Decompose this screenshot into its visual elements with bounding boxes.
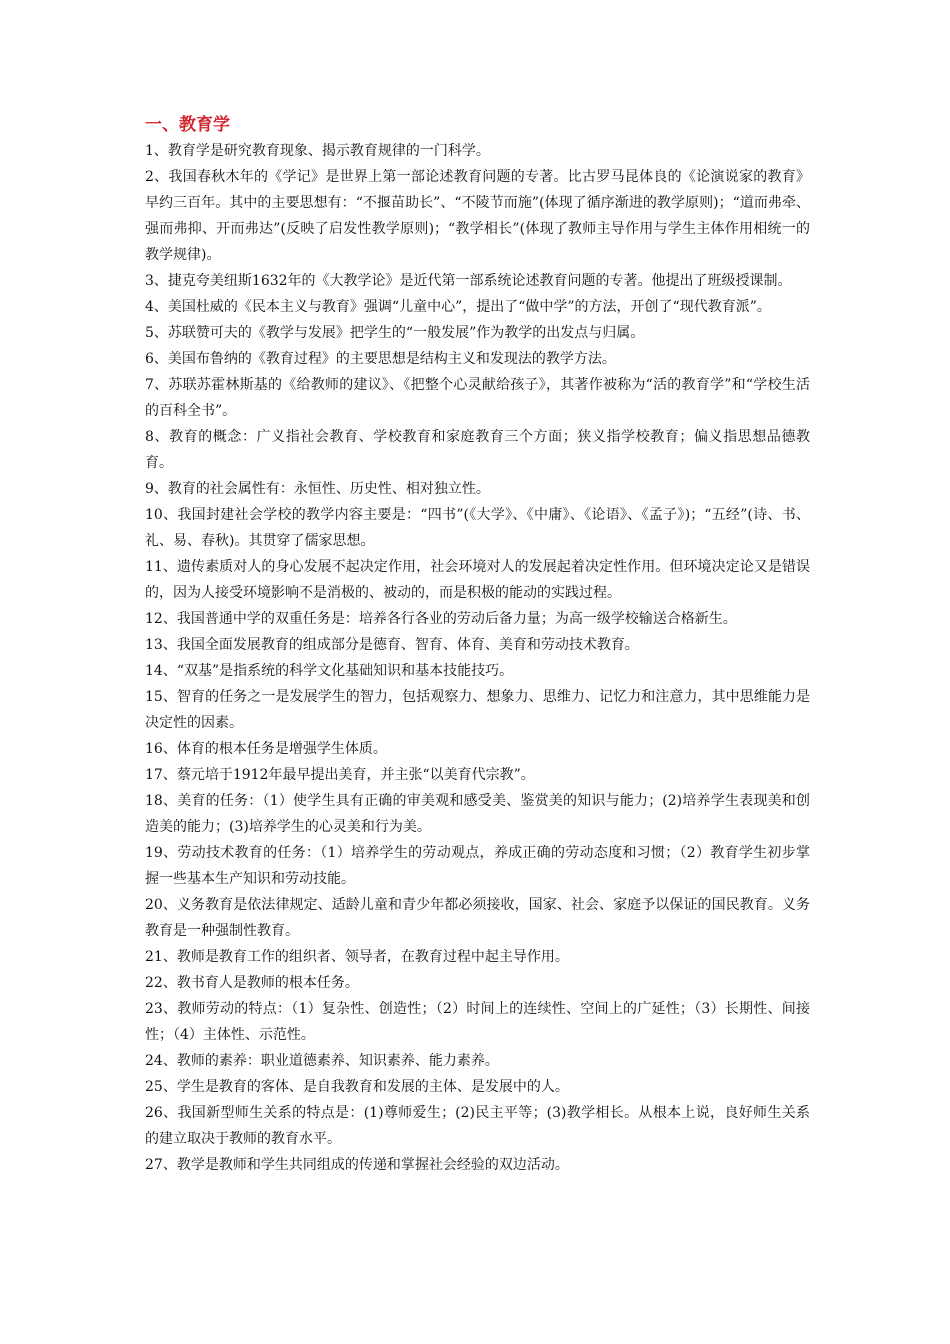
list-item: 15、智育的任务之一是发展学生的智力，包括观察力、想象力、思维力、记忆力和注意力，其中思维能力是决定性的因素。 [145, 689, 810, 731]
list-item: 22、教书育人是教师的根本任务。 [145, 975, 359, 991]
list-item: 6、美国布鲁纳的《教育过程》的主要思想是结构主义和发现法的教学方法。 [145, 351, 616, 367]
list-item: 5、苏联赞可夫的《教学与发展》把学生的“一般发展”作为教学的出发点与归属。 [145, 325, 645, 341]
list-item: 14、“双基”是指系统的科学文化基础知识和基本技能技巧。 [145, 663, 514, 679]
list-item: 24、教师的素养：职业道德素养、知识素养、能力素养。 [145, 1053, 499, 1069]
list-item: 23、教师劳动的特点：（1）复杂性、创造性；（2）时间上的连续性、空间上的广延性；（3）长期性、间接性；（4）主体性、示范性。 [145, 1001, 810, 1043]
list-item: 17、蔡元培于1912年最早提出美育，并主张“以美育代宗教”。 [145, 767, 535, 783]
list-item: 11、遗传素质对人的身心发展不起决定作用，社会环境对人的发展起着决定性作用。但环境决定论又是错误的，因为人接受环境影响不是消极的、被动的，而是积极的能动的实践过程。 [145, 559, 810, 601]
list-item: 3、捷克夸美纽斯1632年的《大教学论》是近代第一部系统论述教育问题的专著。他提出了班级授课制。 [145, 273, 792, 289]
list-item: 1、教育学是研究教育现象、揭示教育规律的一门科学。 [145, 143, 490, 159]
list-item: 18、美育的任务：（1）使学生具有正确的审美观和感受美、鉴赏美的知识与能力；(2)培养学生表现美和创造美的能力；(3)培养学生的心灵美和行为美。 [145, 793, 810, 835]
list-item: 26、我国新型师生关系的特点是：(1)尊师爱生；(2)民主平等；(3)教学相长。从根本上说，良好师生关系的建立取决于教师的教育水平。 [145, 1105, 810, 1147]
document-page [145, 112, 810, 1178]
list-item: 27、教学是教师和学生共同组成的传递和掌握社会经验的双边活动。 [145, 1157, 569, 1173]
list-item: 19、劳动技术教育的任务：（1）培养学生的劳动观点，养成正确的劳动态度和习惯；（2）教育学生初步掌握一些基本生产知识和劳动技能。 [145, 845, 810, 887]
list-item: 13、我国全面发展教育的组成部分是德育、智育、体育、美育和劳动技术教育。 [145, 637, 639, 653]
list-item: 25、学生是教育的客体、是自我教育和发展的主体、是发展中的人。 [145, 1079, 569, 1095]
list-item: 7、苏联苏霍林斯基的《给教师的建议》、《把整个心灵献给孩子》，其著作被称为“活的教育学”和“学校生活的百科全书”。 [145, 377, 810, 419]
section-title: 一、教育学 [145, 115, 230, 135]
list-item: 9、教育的社会属性有：永恒性、历史性、相对独立性。 [145, 481, 490, 497]
list-item: 2、我国春秋木年的《学记》是世界上第一部论述教育问题的专著。比古罗马昆体良的《论演说家的教育》早约三百年。其中的主要思想有：“不揠苗助长”、“不陵节而施”(体现了循序渐进的教学原则)；“道而弗牵、强而弗抑、开而弗达”(反映了启发性教学原则)；“教学相长”(体现了教师主导作用与学生主体作用相统一的教学规律)。 [145, 169, 810, 263]
list-item: 16、体育的根本任务是增强学生体质。 [145, 741, 387, 757]
list-item: 21、教师是教育工作的组织者、领导者，在教育过程中起主导作用。 [145, 949, 569, 965]
list-item: 12、我国普通中学的双重任务是：培养各行各业的劳动后备力量；为高一级学校输送合格新生。 [145, 611, 737, 627]
list-item: 4、美国杜威的《民本主义与教育》强调“儿童中心”，提出了“做中学”的方法，开创了“现代教育派”。 [145, 299, 771, 315]
list-item: 10、我国封建社会学校的教学内容主要是：“四书”(《大学》、《中庸》、《论语》、《孟子》)；“五经”(诗、书、礼、易、春秋)。其贯穿了儒家思想。 [145, 507, 810, 549]
list-item: 20、义务教育是依法律规定、适龄儿童和青少年都必须接收，国家、社会、家庭予以保证的国民教育。义务教育是一种强制性教育。 [145, 897, 810, 939]
item-list [145, 138, 810, 1178]
list-item: 8、教育的概念：广义指社会教育、学校教育和家庭教育三个方面；狭义指学校教育；偏义指思想品德教育。 [145, 429, 810, 471]
